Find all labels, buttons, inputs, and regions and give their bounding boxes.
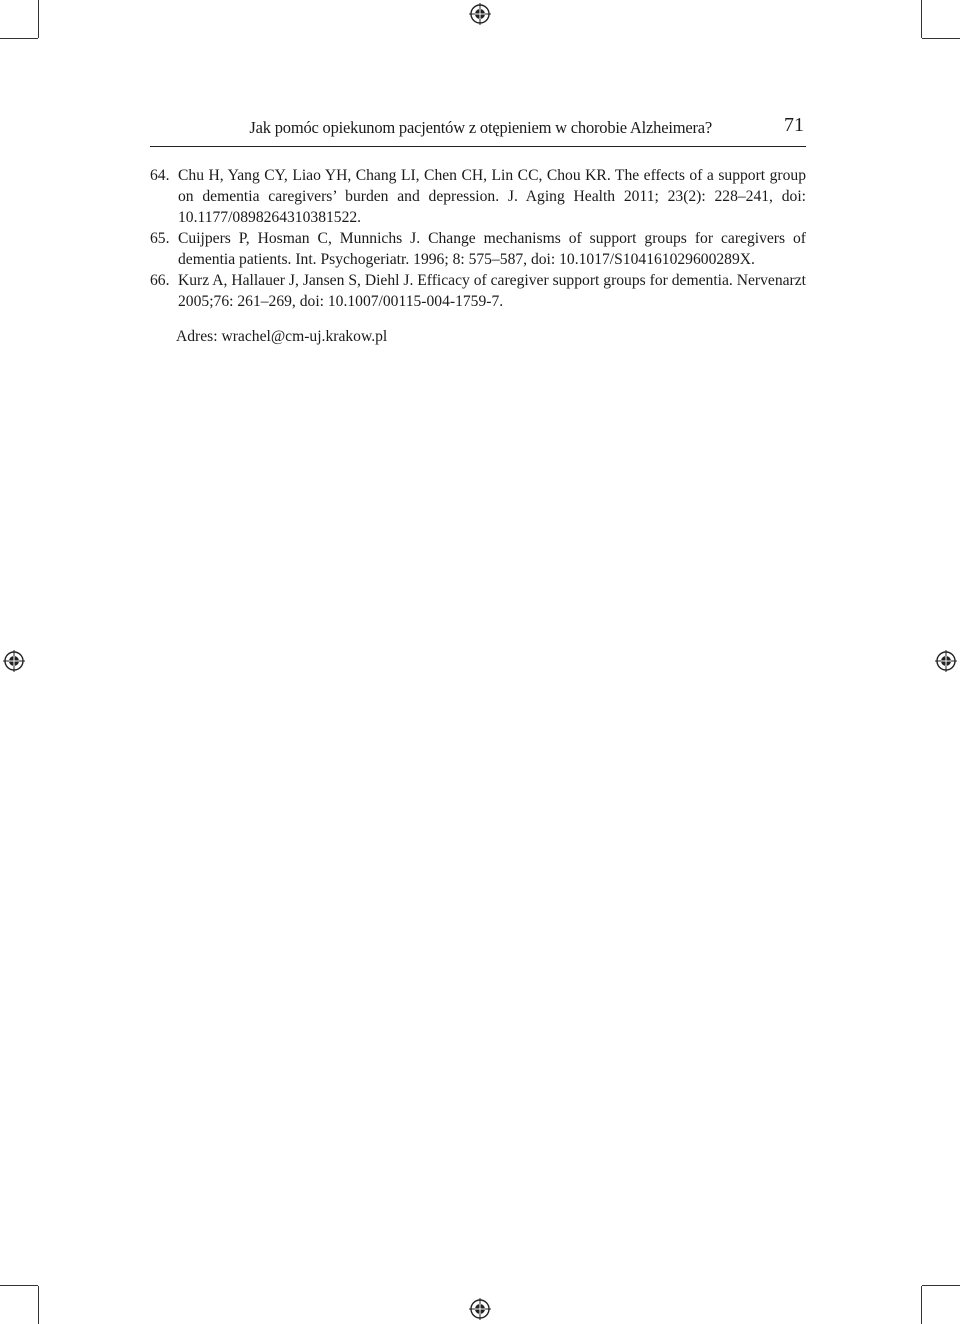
crop-mark-top-right-h (922, 38, 960, 39)
page-number: 71 (784, 114, 804, 136)
running-header-title: Jak pomóc opiekunom pacjentów z otępieniem w chorobie Alzheimera? (249, 118, 712, 137)
crop-mark-bottom-left-h (0, 1285, 38, 1286)
reference-number: 66. (150, 272, 170, 289)
correspondence-address: Adres: wrachel@cm-uj.krakow.pl (176, 328, 388, 345)
crop-mark-top-left-h (0, 38, 38, 39)
registration-mark-left-icon (3, 650, 25, 672)
registration-mark-right-icon (935, 650, 957, 672)
crop-mark-top-right (921, 0, 922, 38)
crop-mark-top-left (38, 0, 39, 38)
references-list (150, 165, 806, 312)
crop-mark-bottom-left (38, 1286, 39, 1324)
reference-item (150, 270, 806, 312)
running-header (150, 112, 806, 147)
reference-number: 64. (150, 167, 170, 184)
reference-text: Cuijpers P, Hosman C, Munnichs J. Change mechanisms of support groups for caregivers of dementia patients. Int. Psychogeriatr. 1996; 8: 575–587, doi: 10.1017/S104161029600289X. (178, 230, 806, 268)
reference-text: Kurz A, Hallauer J, Jansen S, Diehl J. Efficacy of caregiver support groups for dementia. Nervenarzt 2005;76: 261–269, doi: 10.1007/00115-004-1759-7. (178, 272, 806, 310)
reference-number: 65. (150, 230, 170, 247)
crop-mark-bottom-right-h (922, 1285, 960, 1286)
registration-mark-bottom-icon (469, 1298, 491, 1320)
crop-mark-bottom-right (921, 1286, 922, 1324)
reference-item (150, 165, 806, 228)
reference-item (150, 228, 806, 270)
reference-text: Chu H, Yang CY, Liao YH, Chang LI, Chen CH, Lin CC, Chou KR. The effects of a support group on dementia caregivers’ burden and depression. J. Aging Health 2011; 23(2): 228–241, doi: 10.1177/0898264310381522. (178, 167, 806, 226)
registration-mark-top-icon (469, 3, 491, 25)
